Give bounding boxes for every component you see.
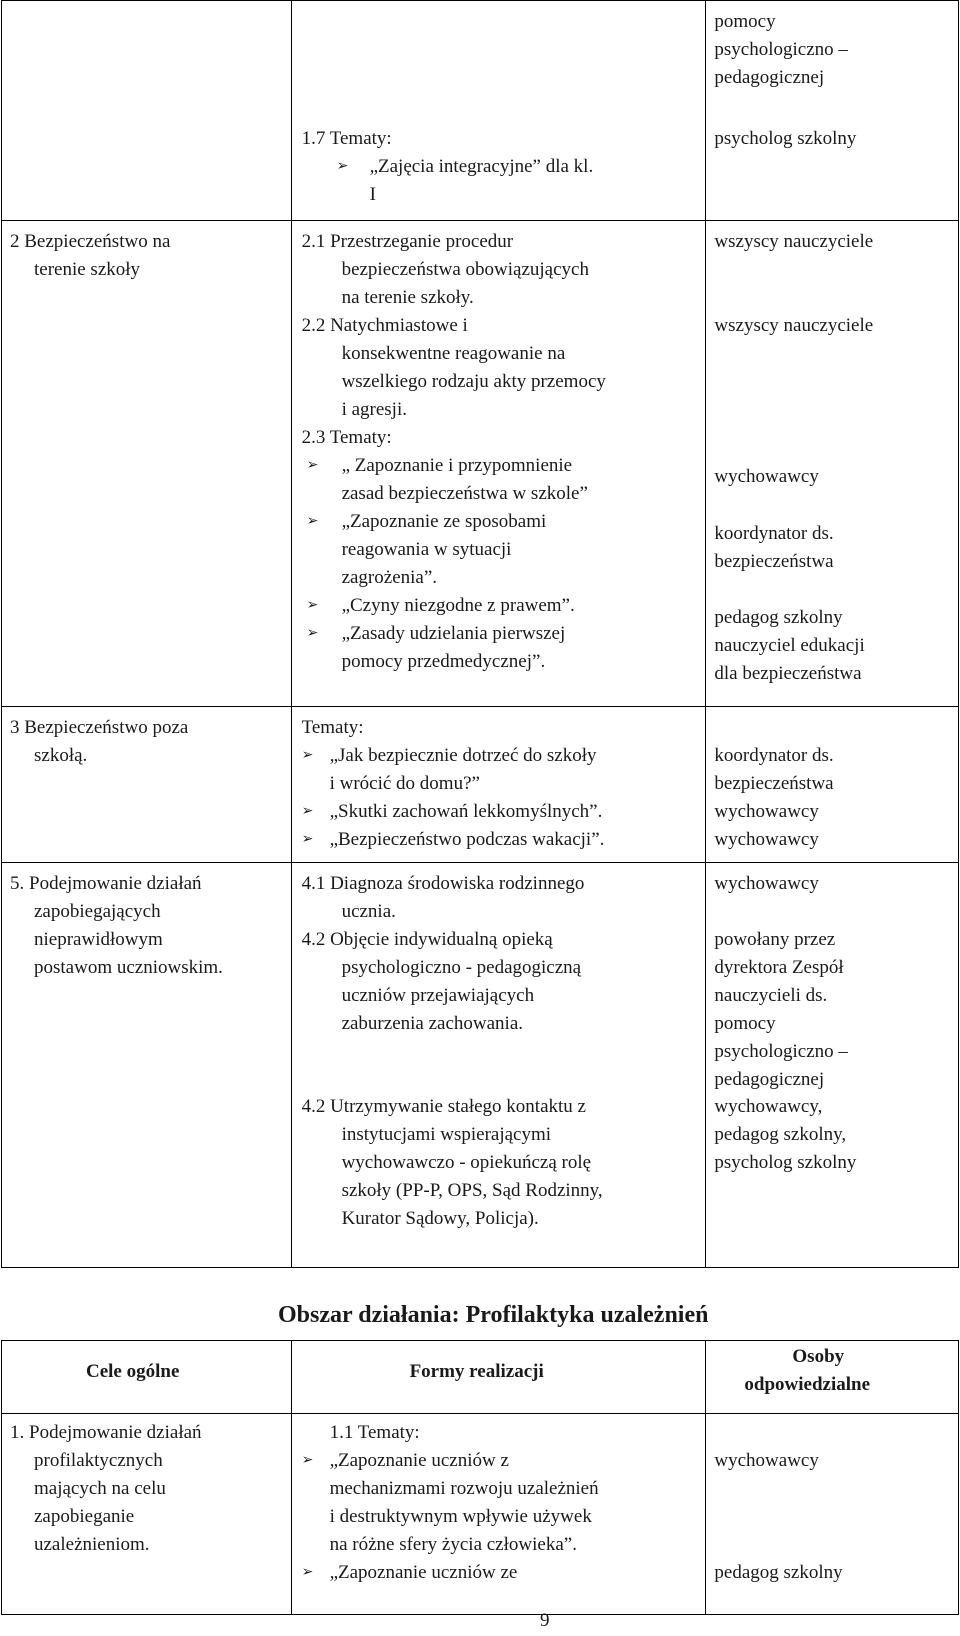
header-responsible bbox=[706, 1341, 959, 1414]
arrow-bullet-icon bbox=[307, 511, 319, 533]
arrow-bullet-icon bbox=[302, 745, 314, 767]
table-row bbox=[2, 707, 959, 863]
column-header: Osoby bbox=[792, 1346, 845, 1367]
resp-text: dla bezpieczeństwa bbox=[714, 663, 862, 684]
form-text: „Jak bezpiecznie dotrzeć do szkoły bbox=[329, 745, 597, 766]
goal-text: zapobiegających bbox=[34, 901, 161, 922]
topic-heading: 2.3 Tematy: bbox=[301, 427, 392, 448]
addiction-prevention-table bbox=[1, 1340, 959, 1615]
form-text: 2.2 Natychmiastowe i bbox=[301, 315, 468, 336]
arrow-bullet-icon bbox=[302, 1450, 314, 1472]
form-text: „Zajęcia integracyjne” dla kl. bbox=[369, 156, 594, 177]
form-text: ucznia. bbox=[341, 901, 396, 922]
column-header: odpowiedzialne bbox=[744, 1374, 871, 1395]
form-text: na terenie szkoły. bbox=[341, 287, 474, 308]
form-text: 4.2 Objęcie indywidualną opieką bbox=[301, 929, 553, 950]
form-text: bezpieczeństwa obowiązujących bbox=[341, 259, 589, 280]
goal-text: 1. Podejmowanie działań bbox=[10, 1422, 202, 1443]
goal-text: 5. Podejmowanie działań bbox=[10, 873, 202, 894]
safety-table bbox=[1, 0, 959, 1268]
form-text: reagowania w sytuacji bbox=[341, 539, 512, 560]
resp-text: psycholog szkolny bbox=[714, 128, 857, 149]
topic-heading: 1.1 Tematy: bbox=[329, 1422, 420, 1443]
forms-cell bbox=[291, 1, 706, 221]
form-text: i agresji. bbox=[341, 399, 407, 420]
arrow-bullet-icon bbox=[307, 455, 319, 477]
form-text: „Czyny niezgodne z prawem”. bbox=[341, 595, 575, 616]
goal-text: szkołą. bbox=[34, 745, 88, 766]
resp-text: bezpieczeństwa bbox=[714, 773, 834, 794]
topic-heading: 1.7 Tematy: bbox=[301, 128, 392, 149]
resp-text: bezpieczeństwa bbox=[714, 551, 834, 572]
responsible-cell bbox=[706, 707, 959, 863]
resp-text: psychologiczno – bbox=[714, 39, 848, 60]
resp-text: wychowawcy bbox=[714, 873, 819, 894]
resp-text: psycholog szkolny bbox=[714, 1152, 857, 1173]
resp-text: pedagogicznej bbox=[714, 1069, 825, 1090]
resp-text: wychowawcy bbox=[714, 801, 819, 822]
responsible-cell bbox=[706, 1, 959, 221]
form-text: „Skutki zachowań lekkomyślnych”. bbox=[329, 801, 603, 822]
arrow-bullet-icon bbox=[307, 595, 319, 617]
form-text: Kurator Sądowy, Policja). bbox=[341, 1208, 539, 1229]
area-heading: Obszar działania: Profilaktyka uzależnień bbox=[278, 1302, 709, 1328]
resp-text: psychologiczno – bbox=[714, 1041, 848, 1062]
page-number: 9 bbox=[540, 1610, 550, 1631]
arrow-bullet-icon bbox=[302, 801, 314, 823]
goal-cell bbox=[2, 863, 292, 1268]
form-text: „Zasady udzielania pierwszej bbox=[341, 623, 566, 644]
arrow-bullet-icon bbox=[302, 829, 314, 851]
form-text: i destruktywnym wpływie używek bbox=[329, 1506, 592, 1527]
goal-cell bbox=[2, 707, 292, 863]
resp-text: pedagog szkolny bbox=[714, 607, 843, 628]
resp-text: nauczycieli ds. bbox=[714, 985, 828, 1006]
form-text: „Zapoznanie uczniów ze bbox=[329, 1562, 518, 1583]
resp-text: wychowawcy bbox=[714, 829, 819, 850]
table-row bbox=[2, 1414, 959, 1615]
form-text: „Zapoznanie ze sposobami bbox=[341, 511, 547, 532]
resp-text: wszyscy nauczyciele bbox=[714, 231, 874, 252]
resp-text: pedagog szkolny bbox=[714, 1562, 843, 1583]
forms-cell bbox=[291, 221, 706, 707]
table-row bbox=[2, 863, 959, 1268]
form-text: zagrożenia”. bbox=[341, 567, 438, 588]
form-text: 2.1 Przestrzeganie procedur bbox=[301, 231, 514, 252]
goal-text: profilaktycznych bbox=[34, 1450, 163, 1471]
goal-text: zapobieganie bbox=[34, 1506, 135, 1527]
resp-text: wszyscy nauczyciele bbox=[714, 315, 874, 336]
responsible-cell bbox=[706, 863, 959, 1268]
resp-text: nauczyciel edukacji bbox=[714, 635, 865, 656]
arrow-bullet-icon bbox=[302, 1562, 314, 1584]
resp-text: powołany przez bbox=[714, 929, 836, 950]
header-goals bbox=[2, 1341, 292, 1414]
responsible-cell bbox=[706, 1414, 959, 1615]
resp-text: pedagog szkolny, bbox=[714, 1124, 847, 1145]
goal-cell bbox=[2, 221, 292, 707]
goal-text: postawom uczniowskim. bbox=[34, 957, 223, 978]
resp-text: pedagogicznej bbox=[714, 67, 825, 88]
column-header: Formy realizacji bbox=[409, 1361, 544, 1382]
form-text: na różne sfery życia człowieka”. bbox=[329, 1534, 577, 1555]
resp-text: wychowawcy bbox=[714, 466, 819, 487]
header-forms bbox=[291, 1341, 706, 1414]
table-header-row bbox=[2, 1341, 959, 1414]
form-text: mechanizmami rozwoju uzależnień bbox=[329, 1478, 599, 1499]
form-text: „Bezpieczeństwo podczas wakacji”. bbox=[329, 829, 605, 850]
form-text: instytucjami wspierającymi bbox=[341, 1124, 552, 1145]
resp-text: wychowawcy, bbox=[714, 1096, 823, 1117]
resp-text: koordynator ds. bbox=[714, 745, 834, 766]
form-text: zaburzenia zachowania. bbox=[341, 1013, 523, 1034]
form-text: zasad bezpieczeństwa w szkole” bbox=[341, 483, 588, 504]
goal-text: uzależnieniom. bbox=[34, 1534, 150, 1555]
form-text: pomocy przedmedycznej”. bbox=[341, 651, 546, 672]
forms-cell bbox=[291, 707, 706, 863]
goal-text: mających na celu bbox=[34, 1478, 166, 1499]
goal-text: 2 Bezpieczeństwo na bbox=[10, 231, 171, 252]
resp-text: wychowawcy bbox=[714, 1450, 819, 1471]
arrow-bullet-icon bbox=[307, 623, 319, 645]
goal-text: nieprawidłowym bbox=[34, 929, 163, 950]
form-text: I bbox=[369, 184, 376, 205]
form-text: konsekwentne reagowanie na bbox=[341, 343, 566, 364]
resp-text: pomocy bbox=[714, 11, 776, 32]
form-text: „ Zapoznanie i przypomnienie bbox=[341, 455, 573, 476]
form-text: szkoły (PP-P, OPS, Sąd Rodzinny, bbox=[341, 1180, 603, 1201]
form-text: wszelkiego rodzaju akty przemocy bbox=[341, 371, 606, 392]
resp-text: dyrektora Zespół bbox=[714, 957, 844, 978]
goal-text: terenie szkoły bbox=[34, 259, 141, 280]
resp-text: koordynator ds. bbox=[714, 523, 834, 544]
form-text: wychowawczo - opiekuńczą rolę bbox=[341, 1152, 592, 1173]
forms-cell bbox=[291, 1414, 706, 1615]
column-header: Cele ogólne bbox=[86, 1361, 180, 1382]
form-text: i wrócić do domu?” bbox=[329, 773, 480, 794]
form-text: 4.1 Diagnoza środowiska rodzinnego bbox=[301, 873, 585, 894]
topic-heading: Tematy: bbox=[301, 717, 364, 738]
forms-cell bbox=[291, 863, 706, 1268]
resp-text: pomocy bbox=[714, 1013, 776, 1034]
arrow-bullet-icon bbox=[337, 156, 349, 178]
form-text: 4.2 Utrzymywanie stałego kontaktu z bbox=[301, 1096, 586, 1117]
goal-cell bbox=[2, 1414, 292, 1615]
goal-cell-empty bbox=[2, 1, 292, 221]
form-text: „Zapoznanie uczniów z bbox=[329, 1450, 509, 1471]
responsible-cell bbox=[706, 221, 959, 707]
table-row bbox=[2, 221, 959, 707]
form-text: uczniów przejawiających bbox=[341, 985, 535, 1006]
table-row bbox=[2, 1, 959, 221]
goal-text: 3 Bezpieczeństwo poza bbox=[10, 717, 189, 738]
form-text: psychologiczno - pedagogiczną bbox=[341, 957, 582, 978]
